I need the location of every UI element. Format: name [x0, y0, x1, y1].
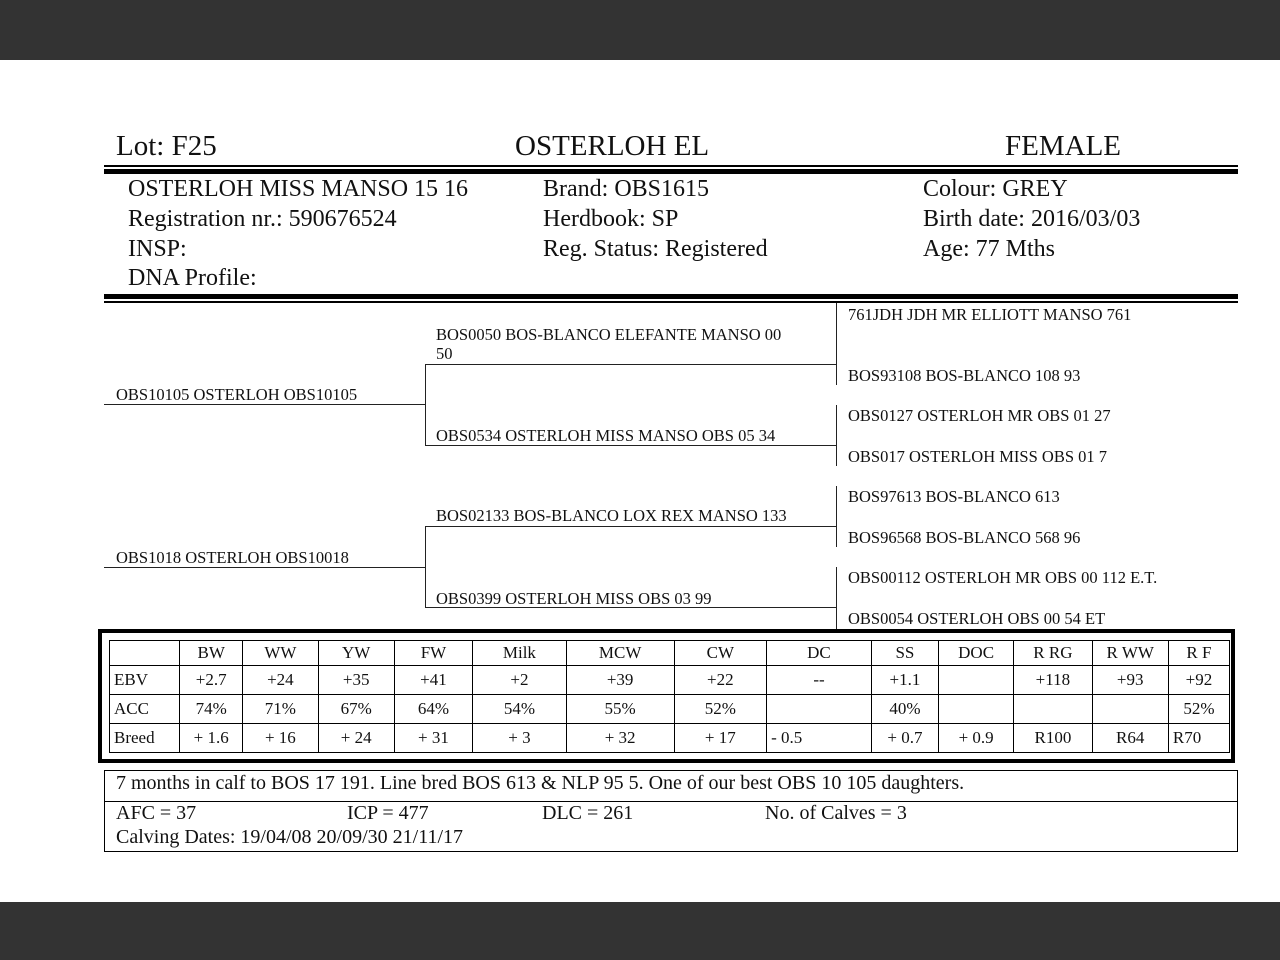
acc-row	[110, 695, 1230, 724]
info-rule-thick	[104, 294, 1238, 299]
acc-cell: 52%	[1168, 695, 1229, 724]
acc-cell: 64%	[394, 695, 472, 724]
ebv-header-row	[110, 641, 1230, 666]
ebv-col-header: Milk	[473, 641, 567, 666]
lot-number: Lot: F25	[116, 130, 217, 162]
ds-line	[425, 526, 837, 527]
acc-cell	[767, 695, 872, 724]
acc-cell: 52%	[674, 695, 767, 724]
ss-branch	[836, 303, 837, 385]
breed-cell: + 1.6	[180, 724, 243, 753]
ebv-cell: +24	[243, 666, 318, 695]
breed-cell: + 32	[566, 724, 674, 753]
acc-cell: 67%	[318, 695, 394, 724]
birth-date-field: Birth date: 2016/03/03	[923, 206, 1141, 232]
ebv-col-header: WW	[243, 641, 318, 666]
acc-cell	[938, 695, 1013, 724]
ebv-col-header: DOC	[938, 641, 1013, 666]
breed-row	[110, 724, 1230, 753]
ebv-row-label: EBV	[110, 666, 180, 695]
ebv-col-header: SS	[871, 641, 938, 666]
ebv-cell: +118	[1014, 666, 1092, 695]
sire-sire-name-cont: 50	[436, 344, 453, 363]
breed-cell: + 17	[674, 724, 767, 753]
g3-ancestor-2: BOS93108 BOS-BLANCO 108 93	[848, 366, 1081, 385]
header-rule-thin	[104, 165, 1238, 167]
acc-cell: 74%	[180, 695, 243, 724]
breed-row-label: Breed	[110, 724, 180, 753]
ebv-col-header: MCW	[566, 641, 674, 666]
sire-dam-name: OBS0534 OSTERLOH MISS MANSO OBS 05 34	[436, 426, 776, 445]
insp-field: INSP:	[128, 236, 187, 262]
dna-profile-field: DNA Profile:	[128, 265, 257, 291]
registration-number: Registration nr.: 590676524	[128, 206, 397, 232]
breed-cell: + 16	[243, 724, 318, 753]
ebv-col-header: R RG	[1014, 641, 1092, 666]
acc-cell	[1092, 695, 1168, 724]
breed-cell: + 3	[473, 724, 567, 753]
ebv-row	[110, 666, 1230, 695]
icp-field: ICP = 477	[347, 802, 429, 824]
ebv-cell: --	[767, 666, 872, 695]
ebv-col-header	[110, 641, 180, 666]
acc-row-label: ACC	[110, 695, 180, 724]
breed-cell: + 0.9	[938, 724, 1013, 753]
acc-cell: 40%	[871, 695, 938, 724]
breed-cell: R100	[1014, 724, 1092, 753]
sex-label: FEMALE	[1005, 130, 1121, 162]
age-field: Age: 77 Mths	[923, 236, 1055, 262]
breed-cell: R70	[1168, 724, 1229, 753]
ebv-col-header: CW	[674, 641, 767, 666]
animal-name: OSTERLOH MISS MANSO 15 16	[128, 176, 469, 202]
breed-cell: + 31	[394, 724, 472, 753]
calves-field: No. of Calves = 3	[765, 802, 907, 824]
ebv-cell	[938, 666, 1013, 695]
ebv-cell: +1.1	[871, 666, 938, 695]
ebv-col-header: DC	[767, 641, 872, 666]
ebv-cell: +2	[473, 666, 567, 695]
g3-ancestor-5: BOS97613 BOS-BLANCO 613	[848, 487, 1060, 506]
g3-ancestor-6: BOS96568 BOS-BLANCO 568 96	[848, 528, 1081, 547]
dam-branch	[425, 526, 426, 608]
ebv-cell: +2.7	[180, 666, 243, 695]
ebv-table	[109, 640, 1230, 753]
acc-cell: 54%	[473, 695, 567, 724]
dd-branch	[836, 567, 837, 629]
top-dark-bar	[0, 0, 1280, 60]
sire-sire-name: BOS0050 BOS-BLANCO ELEFANTE MANSO 00	[436, 325, 782, 344]
ebv-col-header: R F	[1168, 641, 1229, 666]
ds-branch	[836, 486, 837, 547]
sd-branch	[836, 405, 837, 466]
g3-ancestor-4: OBS017 OSTERLOH MISS OBS 01 7	[848, 447, 1108, 466]
sire-branch	[425, 364, 426, 446]
ebv-col-header: R WW	[1092, 641, 1168, 666]
breed-cell: R64	[1092, 724, 1168, 753]
acc-cell: 71%	[243, 695, 318, 724]
acc-cell	[1014, 695, 1092, 724]
header-rule-thick	[104, 169, 1238, 174]
ebv-cell: +22	[674, 666, 767, 695]
brand-field: Brand: OBS1615	[543, 176, 710, 202]
ebv-col-header: BW	[180, 641, 243, 666]
dam-dam-name: OBS0399 OSTERLOH MISS OBS 03 99	[436, 589, 712, 608]
bottom-dark-bar	[0, 902, 1280, 960]
g3-ancestor-3: OBS0127 OSTERLOH MR OBS 01 27	[848, 406, 1111, 425]
sire-name: OBS10105 OSTERLOH OBS10105	[116, 385, 358, 404]
breed-cell: + 24	[318, 724, 394, 753]
g3-ancestor-1: 761JDH JDH MR ELLIOTT MANSO 761	[848, 305, 1132, 324]
ebv-cell: +39	[566, 666, 674, 695]
g3-ancestor-7: OBS00112 OSTERLOH MR OBS 00 112 E.T.	[848, 568, 1158, 587]
dlc-field: DLC = 261	[542, 802, 634, 824]
calving-dates-field: Calving Dates: 19/04/08 20/09/30 21/11/17	[116, 826, 464, 848]
colour-field: Colour: GREY	[923, 176, 1068, 202]
reg-status-field: Reg. Status: Registered	[543, 236, 768, 262]
ebv-col-header: FW	[394, 641, 472, 666]
afc-field: AFC = 37	[116, 802, 197, 824]
breed-cell: + 0.7	[871, 724, 938, 753]
ebv-cell: +92	[1168, 666, 1229, 695]
ebv-col-header: YW	[318, 641, 394, 666]
ebv-cell: +35	[318, 666, 394, 695]
ss-line	[425, 364, 837, 365]
breeder-name: OSTERLOH EL	[515, 130, 710, 162]
dam-name: OBS1018 OSTERLOH OBS10018	[116, 548, 349, 567]
herdbook-field: Herdbook: SP	[543, 206, 679, 232]
comment-text: 7 months in calf to BOS 17 191. Line bred BOS 613 & NLP 95 5. One of our best OBS 10 105 daughters.	[116, 772, 965, 794]
acc-cell: 55%	[566, 695, 674, 724]
dam-sire-name: BOS02133 BOS-BLANCO LOX REX MANSO 133	[436, 506, 787, 525]
breed-cell: - 0.5	[767, 724, 872, 753]
g3-ancestor-8: OBS0054 OSTERLOH OBS 00 54 ET	[848, 609, 1106, 628]
ebv-cell: +93	[1092, 666, 1168, 695]
ebv-cell: +41	[394, 666, 472, 695]
notes-divider	[105, 801, 1237, 802]
info-rule-thin	[104, 301, 1238, 303]
